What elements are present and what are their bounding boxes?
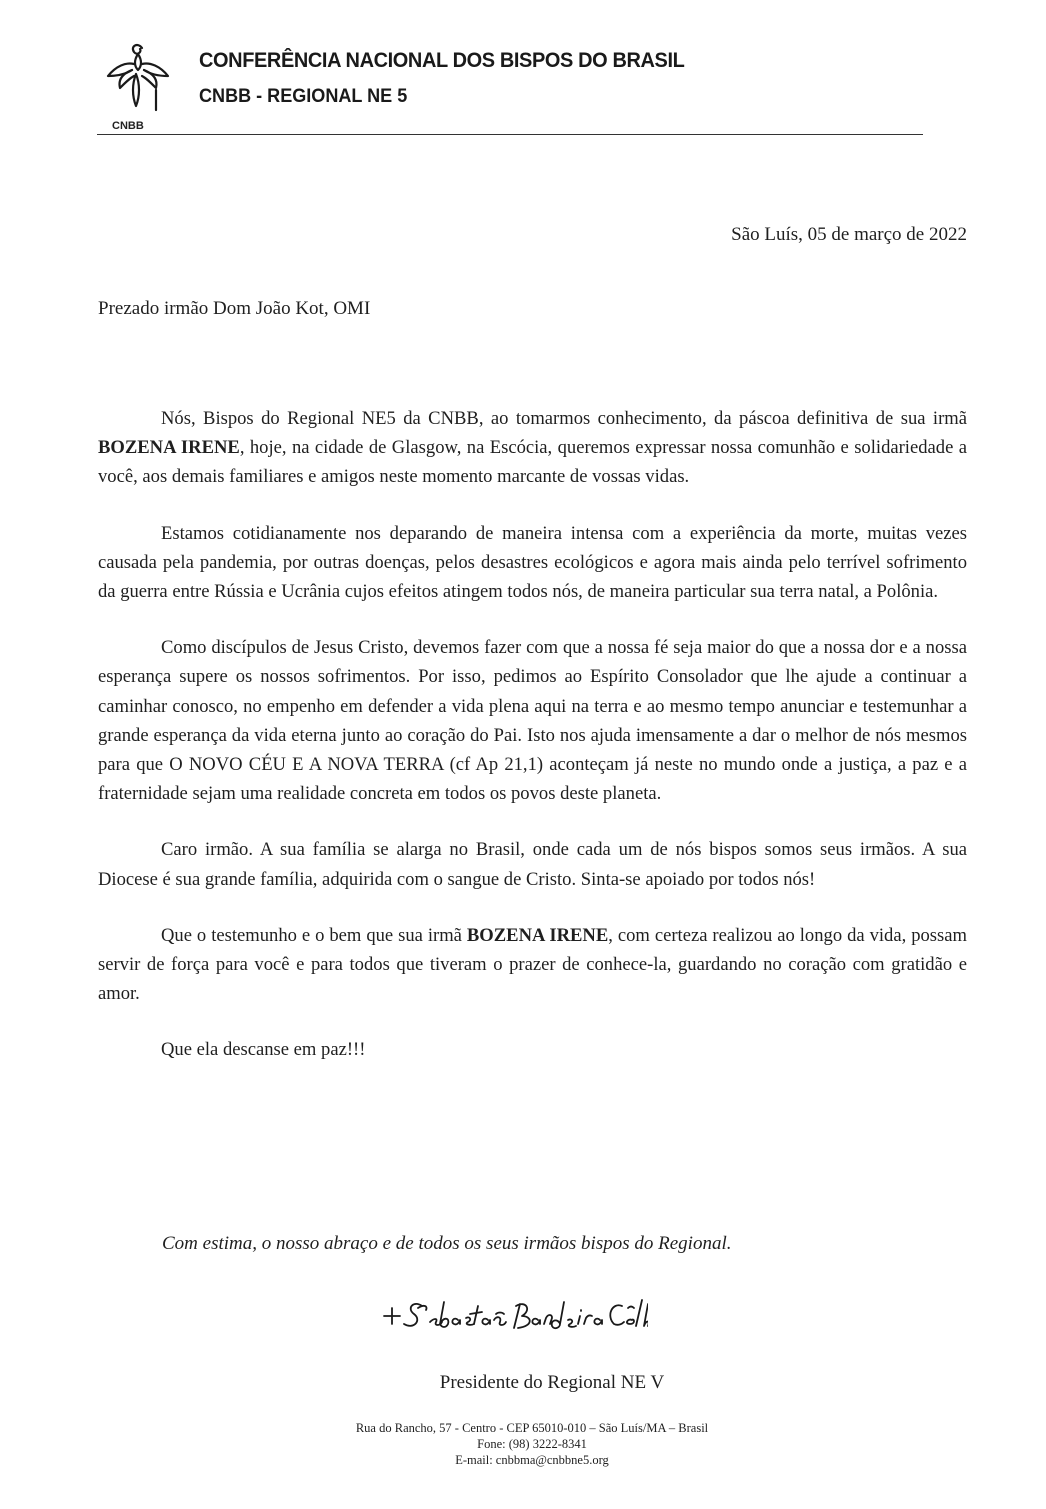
paragraph-6: Que ela descanse em paz!!! (161, 1039, 366, 1061)
signer-title: Presidente do Regional NE V (439, 1372, 665, 1393)
logo-label: CNBB (112, 120, 144, 132)
footer-phone: Fone: (98) 3222-8341 (477, 1437, 587, 1451)
sister-name: BOZENA IRENE (466, 924, 609, 946)
paragraph-5: Que o testemunho e o bem que sua irmã BOZENA IRENE, com certeza realizou ao longo da vida, possam servir de força para você e para todos que tiveram o prazer de conhece-la, guardando no coração com gratidão e amor. (98, 924, 967, 1005)
paragraph-1: Nós, Bispos do Regional NE5 da CNBB, ao tomarmos conhecimento, da páscoa definitiva de sua irmã BOZENA IRENE, hoje, na cidade de Glasgow, na Escócia, queremos expressar nossa comunhão e solidariedade a você, aos demais familiares e amigos neste momento marcante de vossas vidas. (98, 408, 967, 488)
footer-address: Rua do Rancho, 57 - Centro - CEP 65010-010 – São Luís/MA – Brasil (355, 1421, 709, 1435)
handwritten-signature (378, 1286, 648, 1344)
cnbb-logo (98, 40, 170, 132)
organization-name: CONFERÊNCIA NACIONAL DOS BISPOS DO BRASIL (199, 49, 685, 72)
regional-name: CNBB - REGIONAL NE 5 (199, 86, 408, 107)
footer-email: E-mail: cnbbma@cnbbne5.org (455, 1453, 609, 1467)
salutation: Prezado irmão Dom João Kot, OMI (98, 298, 371, 319)
letter-body (98, 404, 967, 1092)
paragraph-2: Estamos cotidianamente nos deparando de maneira intensa com a experiência da morte, muitas vezes causada pela pandemia, por outras doenças, pelos desastres ecológicos e agora mais ainda pelo terrível sofrimento da guerra entre Rússia e Ucrânia cujos efeitos atingem todos nós, de maneira particular sua terra natal, a Polônia. (98, 522, 967, 603)
sister-name: BOZENA IRENE (98, 437, 240, 459)
letter-date: São Luís, 05 de março de 2022 (731, 224, 967, 245)
footer-contact (0, 1420, 1046, 1468)
header-divider (97, 134, 923, 135)
paragraph-4: Caro irmão. A sua família se alarga no Brasil, onde cada um de nós bispos somos seus irmãos. A sua Diocese é sua grande família, adquirida com o sangue de Cristo. Sinta-se apoiado por todos nós! (98, 839, 967, 890)
closing-line: Com estima, o nosso abraço e de todos os seus irmãos bispos do Regional. (162, 1233, 732, 1254)
paragraph-3: Como discípulos de Jesus Cristo, devemos fazer com que a nossa fé seja maior do que a nossa dor e a nossa esperança supere os nossos sofrimentos. Por isso, pedimos ao Espírito Consolador que lhe ajude a continuar a caminhar conosco, no empenho em defender a vida plena aqui na terra e ao mesmo tempo anunciar e testemunhar a grande esperança da vida eterna junto ao coração do Pai. Isto nos ajuda imensamente a dar o melhor de nós mesmos para que O NOVO CÉU E A NOVA TERRA (cf Ap 21,1) aconteçam já neste no mundo onde a justiça, a paz e a fraternidade sejam uma realidade concreta em todos os povos deste planeta. (98, 637, 967, 805)
dove-cross-icon (98, 40, 170, 120)
